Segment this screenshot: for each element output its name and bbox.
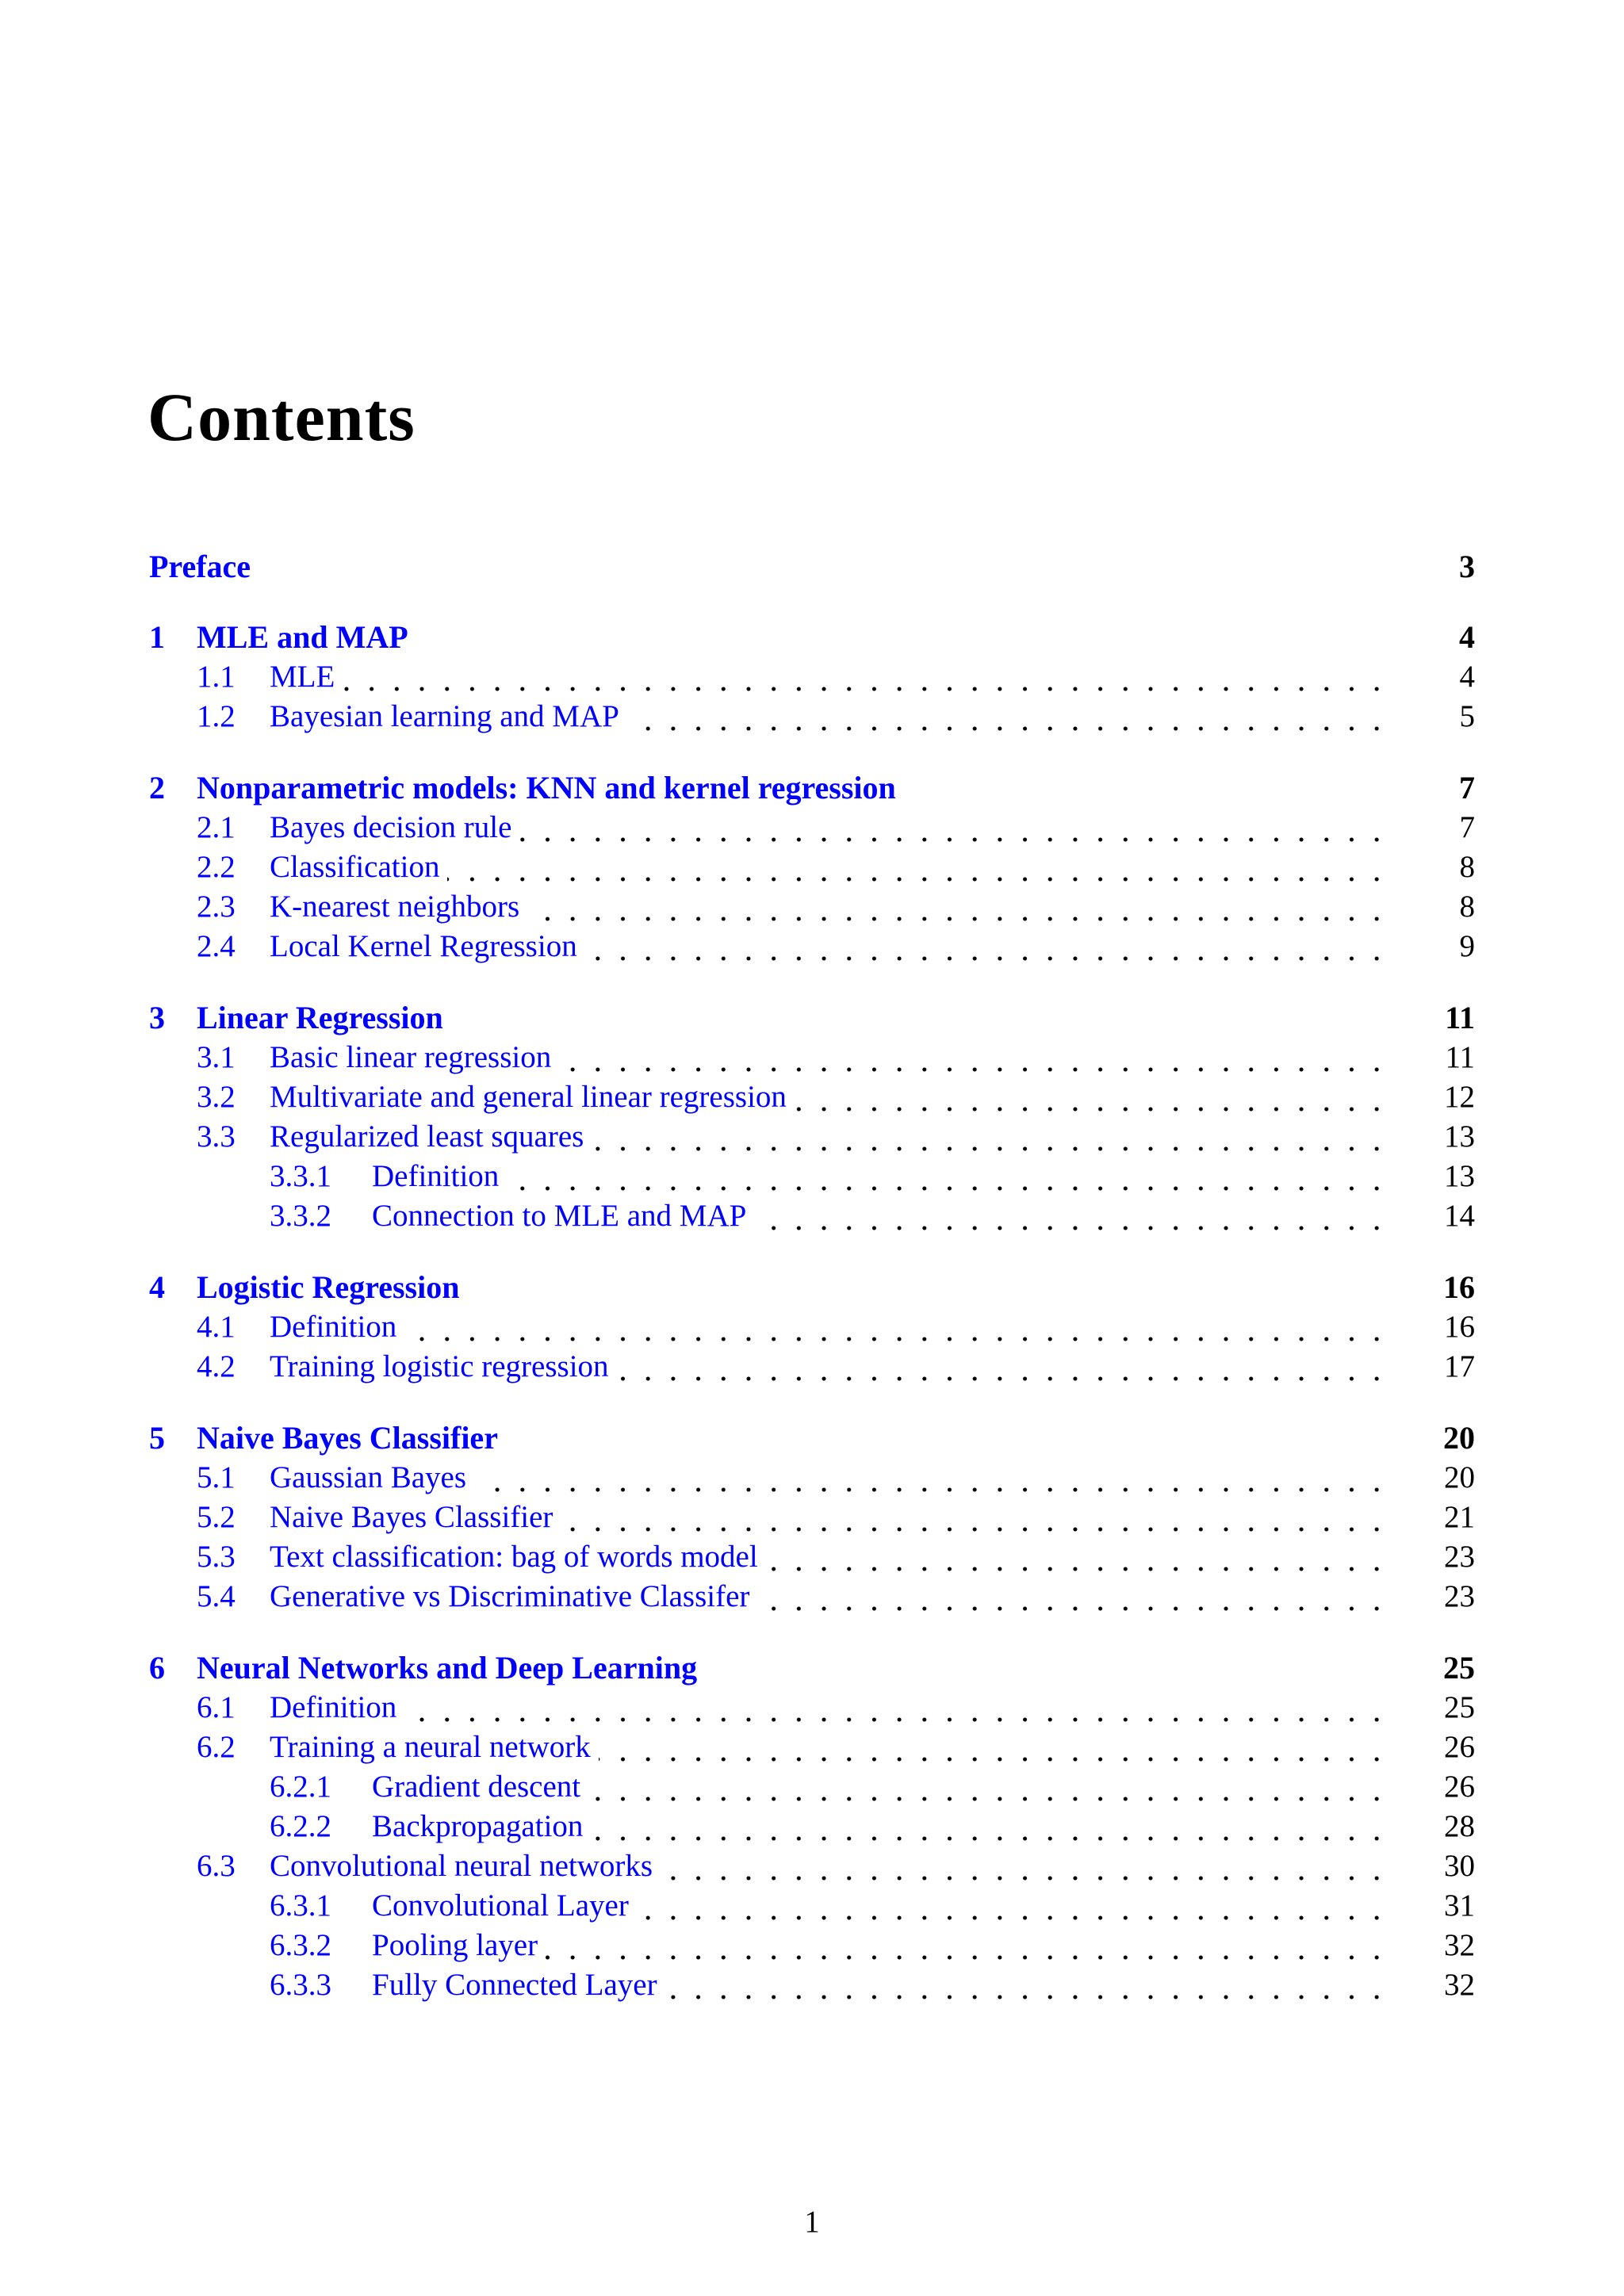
toc-page-number: 4 [1459,619,1475,655]
toc-page-number: 9 [1459,929,1475,963]
toc-page-number: 7 [1459,810,1475,844]
toc-entry-number[interactable]: 6.1 [197,1690,236,1724]
dot-leader [637,1886,1396,1926]
dot-leader [519,808,1396,848]
toc-section-entry[interactable] [0,1458,1624,1498]
toc-section-entry[interactable] [0,1117,1624,1157]
toc-entry-link[interactable]: Basic linear regression [270,1040,552,1074]
toc-entry-link[interactable]: Bayesian learning and MAP [270,699,619,733]
toc-entry-number[interactable]: 6.2 [197,1730,236,1764]
toc-entry-link[interactable]: Nonparametric models: KNN and kernel regression [197,770,896,806]
toc-chapter-entry[interactable] [0,768,1624,808]
toc-section-entry[interactable] [0,887,1624,927]
toc-subsection-entry[interactable] [0,1196,1624,1236]
toc-subsection-entry[interactable] [0,1767,1624,1807]
toc-page-number: 20 [1443,1420,1475,1456]
toc-entry-number[interactable]: 3.1 [197,1040,236,1074]
dot-leader [588,1767,1396,1807]
dot-leader [754,1196,1396,1236]
toc-subsection-entry[interactable] [0,1807,1624,1846]
toc-entry-number[interactable]: 5.1 [197,1460,236,1494]
dot-leader [757,1577,1396,1617]
toc-entry-number[interactable]: 2.2 [197,850,236,884]
toc-entry-link[interactable]: Multivariate and general linear regression [270,1080,787,1114]
toc-section-entry[interactable] [0,1038,1624,1077]
toc-page-number: 32 [1444,1968,1475,2002]
toc-page-number: 5 [1459,699,1475,733]
toc-chapter-entry[interactable] [0,618,1624,657]
toc-entry-number[interactable]: 5.4 [197,1579,236,1613]
toc-page-number: 3 [1459,549,1475,584]
dot-leader [599,1728,1396,1767]
toc-page-number: 25 [1444,1690,1475,1724]
toc-entry-number[interactable]: 4 [149,1269,165,1305]
toc-entry-link[interactable]: Text classification: bag of words model [270,1540,758,1574]
toc-entry-number[interactable]: 6.3.3 [270,1968,331,2002]
dot-leader [585,927,1396,966]
toc-entry-number[interactable]: 5.3 [197,1540,236,1574]
toc-entry-link[interactable]: Classification [270,850,440,884]
toc-page-number: 12 [1444,1080,1475,1114]
toc-entry-link[interactable]: Convolutional Layer [372,1888,629,1923]
dot-leader [561,1498,1396,1537]
toc-section-entry[interactable] [0,657,1624,697]
toc-entry-number[interactable]: 2 [149,770,165,806]
toc-page-number: 14 [1444,1199,1475,1233]
toc-page-number: 11 [1445,1040,1475,1074]
dot-leader [592,1117,1396,1157]
toc-entry-link[interactable]: Bayes decision rule [270,810,512,844]
dot-leader [795,1077,1396,1117]
toc-entry-number[interactable]: 2.3 [197,890,236,924]
toc-entry-number[interactable]: 6.2.1 [270,1770,331,1804]
toc-section-entry[interactable] [0,1537,1624,1577]
dot-leader [527,887,1396,927]
toc-section-entry[interactable] [0,927,1624,966]
toc-chapter-entry[interactable] [0,1418,1624,1458]
toc-entry-link[interactable]: Definition [270,1690,397,1724]
toc-entry-link[interactable]: Preface [149,549,251,584]
toc-entry-link[interactable]: Backpropagation [372,1809,584,1843]
dot-leader [665,1965,1396,2005]
toc-page-number: 8 [1459,890,1475,924]
toc-page-number: 23 [1444,1540,1475,1574]
toc-section-entry[interactable] [0,848,1624,887]
toc-page-number: 13 [1444,1119,1475,1154]
toc-entry-number[interactable]: 1 [149,619,165,655]
toc-entry-number[interactable]: 6.3.2 [270,1928,331,1962]
toc-page-number: 4 [1459,660,1475,694]
toc-entry-link[interactable]: Naive Bayes Classifier [270,1500,553,1534]
toc-section-entry[interactable] [0,1498,1624,1537]
toc-entry-link[interactable]: Definition [270,1310,397,1344]
dot-leader [546,1926,1396,1965]
toc-section-entry[interactable] [0,1307,1624,1347]
toc-page-number: 26 [1444,1770,1475,1804]
toc-section-entry[interactable] [0,1846,1624,1886]
dot-leader [559,1038,1396,1077]
toc-entry-link[interactable]: Gradient descent [372,1770,581,1804]
toc-subsection-entry[interactable] [0,1926,1624,1965]
toc-section-entry[interactable] [0,808,1624,848]
toc-entry-link[interactable]: Definition [372,1159,500,1193]
toc-page-number: 32 [1444,1928,1475,1962]
toc-section-entry[interactable] [0,1577,1624,1617]
dot-leader [591,1807,1396,1846]
toc-entry-number[interactable]: 6.3.1 [270,1888,331,1923]
toc-chapter-entry[interactable] [0,998,1624,1038]
toc-page-number: 28 [1444,1809,1475,1843]
toc-entry-number[interactable]: 3.2 [197,1080,236,1114]
toc-page-number: 8 [1459,850,1475,884]
dot-leader [447,848,1396,887]
toc-entry-number[interactable]: 2.1 [197,810,236,844]
toc-page-number: 21 [1444,1500,1475,1534]
toc-page-number: 7 [1459,770,1475,806]
toc-section-entry[interactable] [0,1688,1624,1728]
toc-page-number: 26 [1444,1730,1475,1764]
toc-page-number: 31 [1444,1888,1475,1923]
toc-chapter-entry[interactable] [0,1268,1624,1307]
toc-section-entry[interactable] [0,1347,1624,1387]
toc-entry-number[interactable]: 3.3.2 [270,1199,331,1233]
toc-page-number: 17 [1444,1349,1475,1383]
toc-entry-link[interactable]: Connection to MLE and MAP [372,1199,747,1233]
toc-chapter-entry[interactable] [0,547,1624,587]
toc-entry-link[interactable]: MLE and MAP [197,619,408,655]
toc-entry-link[interactable]: Pooling layer [372,1928,538,1962]
toc-entry-link[interactable]: Convolutional neural networks [270,1849,653,1883]
toc-entry-number[interactable]: 5 [149,1420,165,1456]
toc-entry-link[interactable]: K-nearest neighbors [270,890,520,924]
toc-entry-link[interactable]: Naive Bayes Classifier [197,1420,498,1456]
dot-leader [474,1458,1396,1498]
toc-page-number: 30 [1444,1849,1475,1883]
dot-leader [343,657,1396,697]
toc-entry-link[interactable]: Logistic Regression [197,1269,460,1305]
toc-section-entry[interactable] [0,1077,1624,1117]
toc-entry-link[interactable]: Neural Networks and Deep Learning [197,1650,698,1686]
toc-entry-link[interactable]: Gaussian Bayes [270,1460,467,1494]
toc-page-number: 25 [1443,1650,1475,1686]
toc-entry-number[interactable]: 3 [149,1000,165,1035]
dot-leader [627,697,1396,737]
toc-section-entry[interactable] [0,1728,1624,1767]
toc-entry-number[interactable]: 2.4 [197,929,236,963]
toc-page-number: 23 [1444,1579,1475,1613]
toc-entry-link[interactable]: Regularized least squares [270,1119,584,1154]
toc-entry-link[interactable]: Training a neural network [270,1730,591,1764]
toc-page-number: 16 [1444,1310,1475,1344]
toc-page-number: 16 [1443,1269,1475,1305]
toc-entry-link[interactable]: Generative vs Discriminative Classifer [270,1579,750,1613]
toc-entry-number[interactable]: 1.1 [197,660,236,694]
toc-entry-number[interactable]: 6.2.2 [270,1809,331,1843]
dot-leader [404,1688,1396,1728]
toc-subsection-entry[interactable] [0,1157,1624,1196]
toc-subsection-entry[interactable] [0,1965,1624,2005]
toc-entry-link[interactable]: Training logistic regression [270,1349,609,1383]
dot-leader [617,1347,1396,1387]
toc-entry-number[interactable]: 6.3 [197,1849,236,1883]
toc-entry-number[interactable]: 3.3.1 [270,1159,331,1193]
toc-page-number: 13 [1444,1159,1475,1193]
toc-entry-number[interactable]: 1.2 [197,699,236,733]
toc-page-number: 20 [1444,1460,1475,1494]
dot-leader [661,1846,1396,1886]
toc-entry-number[interactable]: 3.3 [197,1119,236,1154]
toc-entry-number[interactable]: 4.1 [197,1310,236,1344]
toc-entry-number[interactable]: 5.2 [197,1500,236,1534]
toc-subsection-entry[interactable] [0,1886,1624,1926]
toc-entry-link[interactable]: MLE [270,660,335,694]
toc-chapter-entry[interactable] [0,1648,1624,1688]
toc-entry-link[interactable]: Fully Connected Layer [372,1968,657,2002]
toc-page-number: 11 [1445,1000,1475,1035]
toc-entry-number[interactable]: 6 [149,1650,165,1686]
toc-entry-number[interactable]: 4.2 [197,1349,236,1383]
dot-leader [507,1157,1396,1196]
page-title: Contents [147,378,416,455]
dot-leader [404,1307,1396,1347]
dot-leader [766,1537,1396,1577]
toc-entry-link[interactable]: Local Kernel Regression [270,929,577,963]
toc-section-entry[interactable] [0,697,1624,737]
toc-entry-link[interactable]: Linear Regression [197,1000,443,1035]
page-number-footer: 1 [804,2205,820,2239]
